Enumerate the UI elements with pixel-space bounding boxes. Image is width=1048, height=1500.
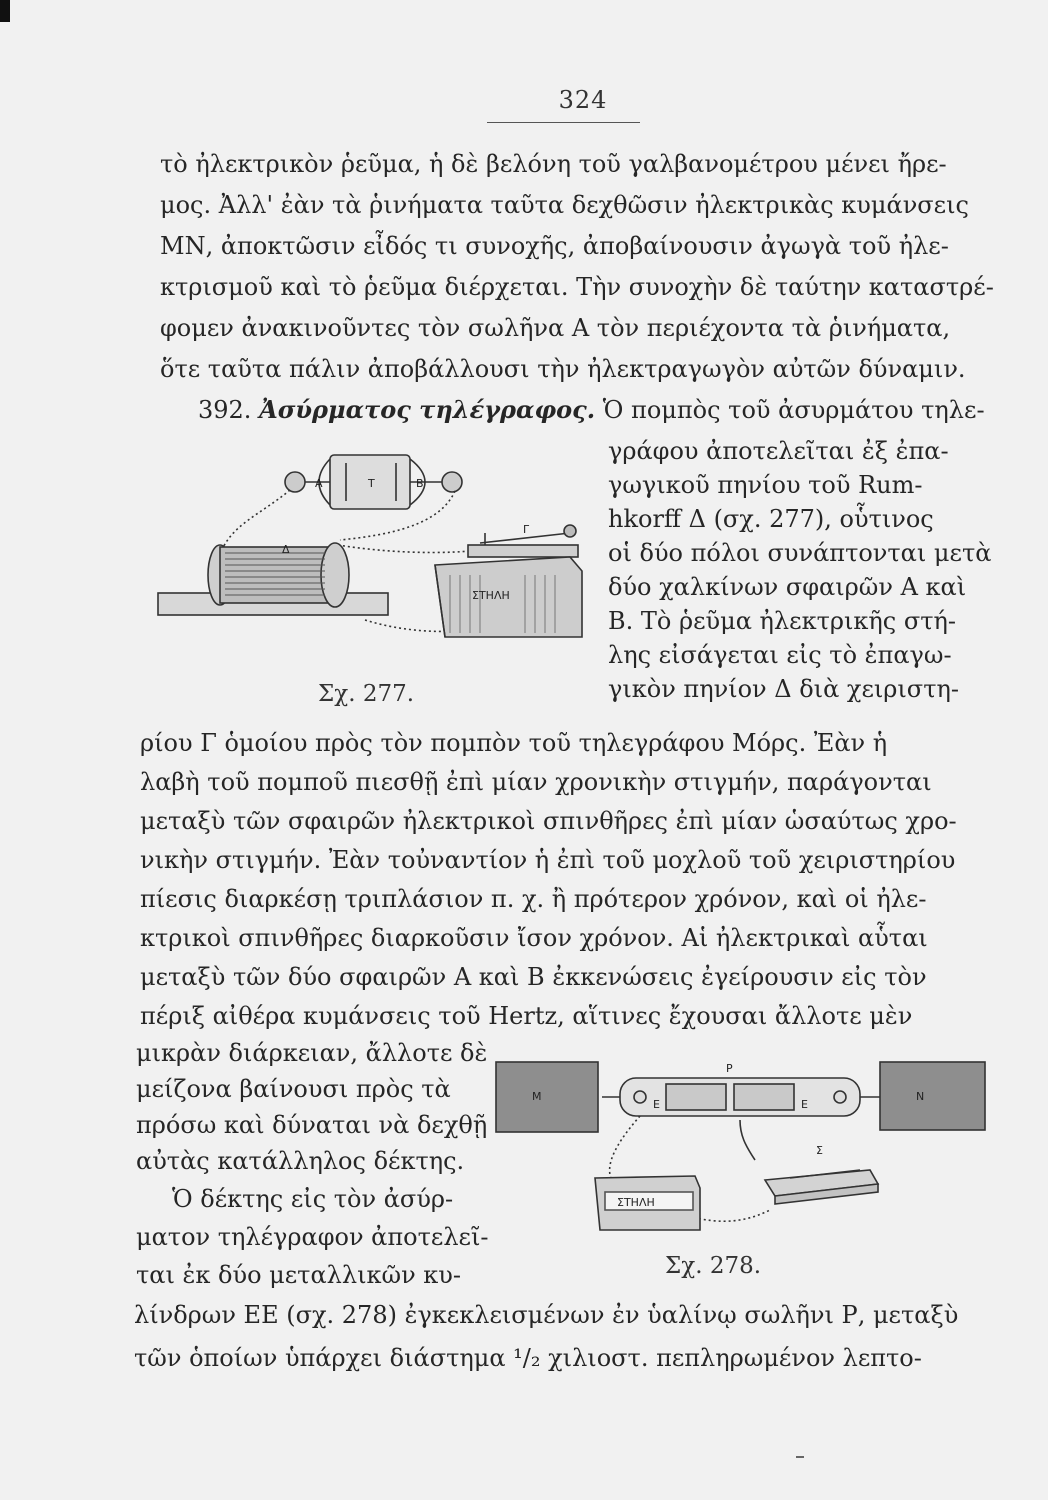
text-line: hkorff Δ (σχ. 277), οὗτινος <box>608 505 934 533</box>
figure-277-caption: Σχ. 277. <box>318 681 415 707</box>
section-title: Ἀσύρματος τηλέγραφος. <box>259 395 596 424</box>
text-line: ματον τηλέγραφον ἀποτελεῖ- <box>136 1223 489 1251</box>
fig278-label-cyl-left: E <box>653 1098 660 1111</box>
text-line: μεταξὺ τῶν δύο σφαιρῶν Α καὶ Β ἐκκενώσεις ἐγείρουσιν εἰς τὸν <box>140 963 927 991</box>
fig277-label-b: B <box>416 477 424 490</box>
text-line: πρόσω καὶ δύναται νὰ δεχθῇ <box>136 1111 488 1139</box>
section-first-line: Ὁ πομπὸς τοῦ ἀσυρμάτου τηλε- <box>602 396 985 424</box>
text-line: γικὸν πηνίον Δ διὰ χειριστη- <box>608 675 959 703</box>
fig278-label-m: M <box>532 1090 542 1103</box>
text-line: τὸ ἠλεκτρικὸν ῥεῦμα, ἡ δὲ βελόνη τοῦ γαλβανομέτρου μένει ἤρε- <box>160 150 947 178</box>
text-line: λίνδρων ΕΕ (σχ. 278) ἐγκεκλεισμένων ἐν ὑαλίνῳ σωλῆνι Ρ, μεταξὺ <box>134 1301 959 1329</box>
text-line: ρίου Γ ὁμοίου πρὸς τὸν πομπὸν τοῦ τηλεγράφου Μόρς. Ἐὰν ἡ <box>140 729 888 757</box>
text-line: γωγικοῦ πηνίου τοῦ Rum- <box>608 471 923 499</box>
text-line: φομεν ἀνακινοῦντες τὸν σωλῆνα Α τὸν περιέχοντα τὰ ῥινήματα, <box>160 314 951 342</box>
fig277-label-t: T <box>368 477 375 490</box>
scan-speck <box>796 1456 804 1458</box>
text-line: γράφου ἀποτελεῖται ἐξ ἐπα- <box>608 437 949 465</box>
fig278-label-n: N <box>916 1090 925 1103</box>
fig278-label-battery: ΣΤΗΛΗ <box>617 1196 655 1209</box>
text-line: μος. Ἀλλ' ἐὰν τὰ ῥινήματα ταῦτα δεχθῶσιν ἠλεκτρικὰς κυμάνσεις <box>160 191 969 219</box>
text-line: ΜΝ, ἀποκτῶσιν εἶδός τι συνοχῆς, ἀποβαίνουσιν ἀγωγὰ τοῦ ἠλε- <box>160 232 949 260</box>
text-line: κτρικοὶ σπινθῆρες διαρκοῦσιν ἴσον χρόνον. Αἱ ἠλεκτρικαὶ αὗται <box>140 924 928 952</box>
figure-277 <box>150 445 600 660</box>
fig277-label-key: Γ <box>523 523 530 536</box>
page-number: 324 <box>558 86 608 114</box>
text-line: λης εἰσάγεται εἰς τὸ ἐπαγω- <box>608 641 952 669</box>
fig277-label-a: A <box>315 477 323 490</box>
text-line: μεταξὺ τῶν σφαιρῶν ἠλεκτρικοὶ σπινθῆρες ἐπὶ μίαν ὡσαύτως χρο- <box>140 807 957 835</box>
text-line: ὅτε ταῦτα πάλιν ἀποβάλλουσι τὴν ἠλεκτραγωγὸν αὐτῶν δύναμιν. <box>160 355 966 383</box>
text-line: δύο χαλκίνων σφαιρῶν Α καὶ <box>608 573 967 601</box>
text-line: πέριξ αἰθέρα κυμάνσεις τοῦ Hertz, αἵτινες ἔχουσαι ἄλλοτε μὲν <box>140 1002 913 1030</box>
text-line: αὐτὰς κατάλληλος δέκτης. <box>136 1147 465 1175</box>
figure-278 <box>490 1050 995 1235</box>
text-line: ται ἐκ δύο μεταλλικῶν κυ- <box>136 1261 461 1289</box>
text-line: Β. Τὸ ῥεῦμα ἠλεκτρικῆς στή- <box>608 607 956 635</box>
figure-278-drawing <box>490 1050 995 1235</box>
text-line: οἱ δύο πόλοι συνάπτονται μετὰ <box>608 539 992 567</box>
fig278-label-relay: Σ <box>816 1144 823 1157</box>
fig278-label-cyl-right: E <box>801 1098 808 1111</box>
text-line: πίεσις διαρκέσῃ τριπλάσιον π. χ. ἢ πρότερον χρόνον, καὶ οἱ ἠλε- <box>140 885 927 913</box>
fig278-label-tube: P <box>726 1062 733 1075</box>
figure-278-caption: Σχ. 278. <box>665 1253 762 1279</box>
page-number-rule <box>487 122 640 123</box>
text-line: νικὴν στιγμήν. Ἐὰν τοὐναντίον ἡ ἐπὶ τοῦ μοχλοῦ τοῦ χειριστηρίου <box>140 846 956 874</box>
text-line: κτρισμοῦ καὶ τὸ ῥεῦμα διέρχεται. Τὴν συνοχὴν δὲ ταύτην καταστρέ- <box>160 273 994 301</box>
text-line: Ὁ δέκτης εἰς τὸν ἀσύρ- <box>172 1185 454 1213</box>
text-line: λαβὴ τοῦ πομποῦ πιεσθῇ ἐπὶ μίαν χρονικὴν στιγμήν, παράγονται <box>140 768 932 796</box>
text-line: μικρὰν διάρκειαν, ἄλλοτε δὲ <box>136 1039 488 1067</box>
fig277-label-battery: ΣΤΗΛΗ <box>472 589 510 602</box>
text-line: μείζονα βαίνουσι πρὸς τὰ <box>136 1075 451 1103</box>
section-number: 392. <box>198 396 252 424</box>
scan-edge-mark <box>0 0 10 22</box>
figure-277-drawing <box>150 445 600 660</box>
fig277-label-coil: Δ <box>282 543 290 556</box>
section-heading-line <box>198 395 985 425</box>
text-line: τῶν ὁποίων ὑπάρχει διάστημα ¹/₂ χιλιοστ. πεπληρωμένον λεπτο- <box>134 1344 922 1372</box>
